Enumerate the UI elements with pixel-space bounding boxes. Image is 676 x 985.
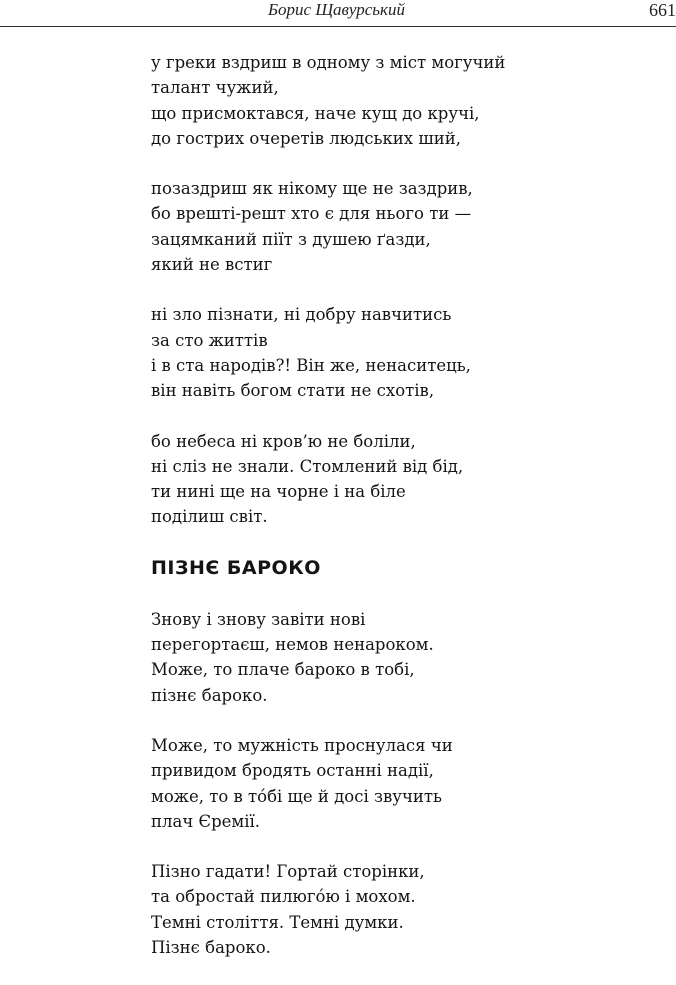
page-header	[0, 0, 676, 28]
poem-line: ні зло пізнати, ні добру навчитись	[151, 305, 452, 325]
stanza	[151, 859, 671, 960]
poem-line: що присмоктався, наче кущ до кручі,	[151, 103, 480, 123]
poem-title: ПІЗНЄ БАРОКО	[151, 556, 321, 579]
poem-line: талант чужий,	[151, 78, 279, 98]
running-head-author: Борис Щавурський	[268, 0, 405, 19]
poem-line: ні сліз не знали. Стомлений від бід,	[151, 456, 464, 476]
page-number: 661	[649, 0, 676, 20]
poem-line: у греки вздриш в одному з міст могучий	[151, 53, 506, 72]
poem-line: до гострих очеретів людських ший,	[151, 128, 461, 148]
poem-line: за сто життів	[151, 330, 268, 350]
poem-line: Темні століття. Темні думки.	[151, 912, 404, 932]
stanza	[151, 607, 671, 708]
stanza	[151, 733, 671, 834]
stanza	[151, 302, 671, 403]
poem-line: який не встиг	[151, 255, 273, 275]
stanza	[151, 50, 671, 151]
poem-line: позаздриш як нікому ще не заздрив,	[151, 179, 473, 199]
poem-line: пізнє бароко.	[151, 685, 268, 705]
poem-line: може, то в то́бі ще й досі звучить	[151, 786, 443, 806]
poem-line: Пізно гадати! Гортай сторінки,	[151, 862, 425, 882]
page-content	[151, 50, 671, 985]
poem-line: Може, то плаче бароко в тобі,	[151, 660, 415, 680]
poem-line: ти нині ще на чорне і на біле	[151, 482, 406, 502]
poem-line: бо небеса ні кров’ю не боліли,	[151, 431, 416, 451]
poem-line: поділиш світ.	[151, 507, 268, 527]
poem-continued	[151, 50, 671, 530]
poem-line: він навіть богом стати не схотів,	[151, 381, 435, 401]
poem-line: і в ста народів?! Він же, ненаситець,	[151, 355, 471, 375]
poem-pizne-baroko	[151, 607, 671, 961]
poem-line: зацямканий піїт з душею ґазди,	[151, 229, 431, 249]
poem-line: плач Єремії.	[151, 811, 261, 831]
stanza	[151, 176, 671, 277]
poem-line: Пізнє бароко.	[151, 938, 271, 958]
poem-line: Знову і знову завіти нові	[151, 609, 366, 629]
header-rule	[0, 26, 676, 27]
poem-line: привидом бродять останні надії,	[151, 761, 434, 781]
stanza	[151, 429, 671, 530]
poem-line: та обростай пилюго́ю і мохом.	[151, 887, 416, 907]
poem-line: Може, то мужність проснулася чи	[151, 735, 453, 755]
poem-line: перегортаєш, немов ненароком.	[151, 635, 434, 655]
poem-line: бо врешті-решт хто є для нього ти —	[151, 204, 472, 224]
